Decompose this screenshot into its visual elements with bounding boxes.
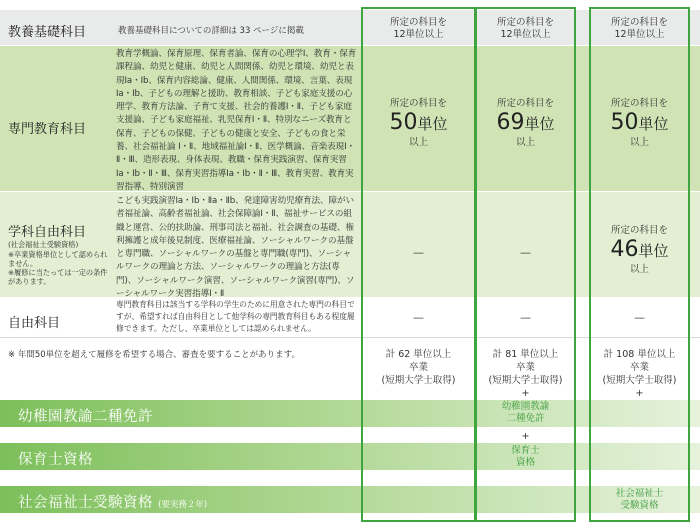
qualification-kindergarten-col-2 bbox=[477, 401, 574, 425]
row-title-senmon: 専門教育科目 bbox=[8, 122, 87, 137]
column-header-3 bbox=[591, 17, 688, 41]
column-header-1-line1: 所定の科目を bbox=[389, 17, 447, 28]
senmon-cell-1-line3: 以上 bbox=[408, 137, 428, 148]
senmon-cell-1-number: 50 bbox=[389, 110, 418, 135]
totals-col-2-credits: 計 81 単位以上 bbox=[492, 349, 559, 360]
senmon-cell-3-number: 50 bbox=[610, 110, 639, 135]
senmon-cell-2 bbox=[477, 98, 574, 149]
qualification-social-welfare-col-3-line2: 受験資格 bbox=[620, 500, 659, 511]
qualification-title-social-welfare-main: 社会福祉士受験資格 bbox=[18, 495, 153, 511]
row-text-senmon: 教育学概論、保育原理、保育者論、保育の心理学Ⅰ、教育・保育課程論、幼児と健康、幼児と人間関係、幼児と環境、幼児と表現Ⅰa・Ⅰb、保育内容総論、健康、人間関係、環境、言葉、表現Ⅰa・Ⅰb、子どもの理解と援助、教育相談、子ども家庭支援の心理学、教育方法論、子育て支援、社会的養護Ⅰ・Ⅱ、子ども家庭支援論、子ども家庭福祉、乳児保育Ⅰ・Ⅱ、特別なニーズ教育と保育、子どもの保健、子どもの健康と安全、子どもの食と栄養、社会福祉論 Ⅰ・Ⅱ、地域福祉論Ⅰ・Ⅱ、医学概論、音楽表現Ⅰ・Ⅱ・Ⅲ、造形表現、身体表現、教職・保育実践演習、保育実習Ⅰa・Ⅰb・Ⅱ・Ⅲ、保育実習指導Ⅰa・Ⅰb・Ⅱ・Ⅲ、教育実習、教育実習指導、特別演習 bbox=[116, 49, 357, 192]
row-title-gakka: 学科自由科目 bbox=[8, 225, 87, 240]
qualification-title-social-welfare bbox=[18, 491, 207, 512]
senmon-cell-3-unit: 単位 bbox=[638, 115, 669, 133]
totals-col-2 bbox=[477, 348, 574, 400]
senmon-cell-2-number: 69 bbox=[496, 110, 525, 135]
totals-col-1 bbox=[363, 348, 474, 387]
jiyu-cell-2: — bbox=[520, 311, 531, 324]
qualification-title-kindergarten: 幼稚園教諭二種免許 bbox=[18, 409, 153, 425]
gakka-cell-3-line3: 以上 bbox=[629, 264, 649, 275]
jiyu-cell-1: — bbox=[413, 311, 424, 324]
gakka-cell-3-number: 46 bbox=[610, 237, 639, 262]
row-title-gakka-block bbox=[8, 221, 112, 286]
gakka-cell-3-unit: 単位 bbox=[638, 242, 669, 260]
senmon-cell-1-line1: 所定の科目を bbox=[389, 98, 447, 109]
jiyu-cell-3: — bbox=[634, 311, 645, 324]
senmon-cell-2-unit: 単位 bbox=[524, 115, 555, 133]
row-title-kyoyo: 教養基礎科目 bbox=[8, 25, 87, 40]
gakka-cell-1: — bbox=[413, 246, 424, 259]
senmon-cell-2-line1: 所定の科目を bbox=[496, 98, 554, 109]
totals-col-3-plus: + bbox=[635, 388, 644, 399]
column-header-2 bbox=[477, 17, 574, 41]
column-header-2-line2: 12単位以上 bbox=[500, 29, 551, 40]
totals-col-2-degree: (短期大学士取得) bbox=[488, 375, 563, 386]
senmon-cell-3 bbox=[591, 98, 688, 149]
row-text-gakka: こども実践演習Ⅰa・Ⅰb・Ⅱa・Ⅱb、発達障害幼児療育法、障がい者福祉論、高齢者福祉論、社会保障論Ⅰ・Ⅱ、福祉サービスの組織と運営、公的扶助論、刑事司法と福祉、社会調査の基礎、権利擁護と成年後見制度、医療福祉論、ソーシャルワークの基盤と専門職、ソーシャルワークの基盤と専門職(専門)、ソーシャルワークの理論と方法、ソーシャルワークの理論と方法(専門)、ソーシャルワーク演習、ソーシャルワーク演習(専門)、ソーシャルワーク実習指導Ⅰ・Ⅱ bbox=[116, 196, 355, 300]
qualification-title-social-welfare-sub: (要実務２年) bbox=[158, 500, 208, 510]
senmon-cell-3-line1: 所定の科目を bbox=[610, 98, 668, 109]
gakka-cell-3 bbox=[591, 225, 688, 276]
column-frame-1 bbox=[361, 7, 476, 522]
row-sub-gakka-3: ※履修に当たっては一定の条件があります。 bbox=[8, 268, 108, 286]
column-header-3-line1: 所定の科目を bbox=[610, 17, 668, 28]
totals-col-3 bbox=[591, 348, 688, 400]
totals-col-3-graduate: 卒業 bbox=[629, 362, 649, 373]
totals-col-2-graduate: 卒業 bbox=[515, 362, 535, 373]
gakka-cell-2: — bbox=[520, 246, 531, 259]
qualification-kindergarten-col-2-line1: 幼稚園教諭 bbox=[501, 401, 550, 412]
qualification-nursery-col-2-line2: 資格 bbox=[515, 457, 535, 468]
totals-col-3-degree: (短期大学士取得) bbox=[602, 375, 677, 386]
column-header-1-line2: 12単位以上 bbox=[393, 29, 444, 40]
qualification-plus-col-2: + bbox=[521, 431, 530, 442]
row-note-kyoyo: 教養基礎科目についての詳細は 33 ページに掲載 bbox=[118, 26, 304, 36]
footnote: ※ 年間50単位を超えて履修を希望する場合、審査を要することがあります。 bbox=[8, 350, 300, 360]
qualification-nursery-col-2 bbox=[477, 445, 574, 469]
senmon-cell-1-unit: 単位 bbox=[417, 115, 448, 133]
gakka-cell-3-line1: 所定の科目を bbox=[610, 225, 668, 236]
qualification-social-welfare-col-3-line1: 社会福祉士 bbox=[615, 488, 664, 499]
row-title-jiyu: 自由科目 bbox=[8, 316, 61, 331]
qualification-social-welfare-col-3 bbox=[591, 488, 688, 512]
totals-col-2-plus: + bbox=[521, 388, 530, 399]
row-sub-gakka-1: (社会福祉士受験資格) bbox=[8, 240, 79, 249]
qualification-nursery-col-2-line1: 保育士 bbox=[511, 445, 540, 456]
totals-col-1-degree: (短期大学士取得) bbox=[381, 375, 456, 386]
senmon-cell-3-line3: 以上 bbox=[629, 137, 649, 148]
row-sub-gakka-2: ※卒業資格単位として認められません。 bbox=[8, 250, 108, 268]
column-header-3-line2: 12単位以上 bbox=[614, 29, 665, 40]
totals-col-1-graduate: 卒業 bbox=[408, 362, 428, 373]
qualification-kindergarten-col-2-line2: 二種免許 bbox=[506, 413, 545, 424]
totals-col-3-credits: 計 108 単位以上 bbox=[603, 349, 676, 360]
qualification-title-nursery: 保育士資格 bbox=[18, 452, 93, 468]
totals-col-1-credits: 計 62 単位以上 bbox=[385, 349, 452, 360]
column-header-1 bbox=[363, 17, 474, 41]
senmon-cell-1 bbox=[363, 98, 474, 149]
row-text-jiyu: 専門教育科目は該当する学科の学生のために用意された専門の科目ですが、希望すれば自由科目として他学科の専門教育科目もある程度履修できます。ただし、卒業単位としては認められません。 bbox=[116, 300, 355, 333]
column-header-2-line1: 所定の科目を bbox=[496, 17, 554, 28]
senmon-cell-2-line3: 以上 bbox=[515, 137, 535, 148]
